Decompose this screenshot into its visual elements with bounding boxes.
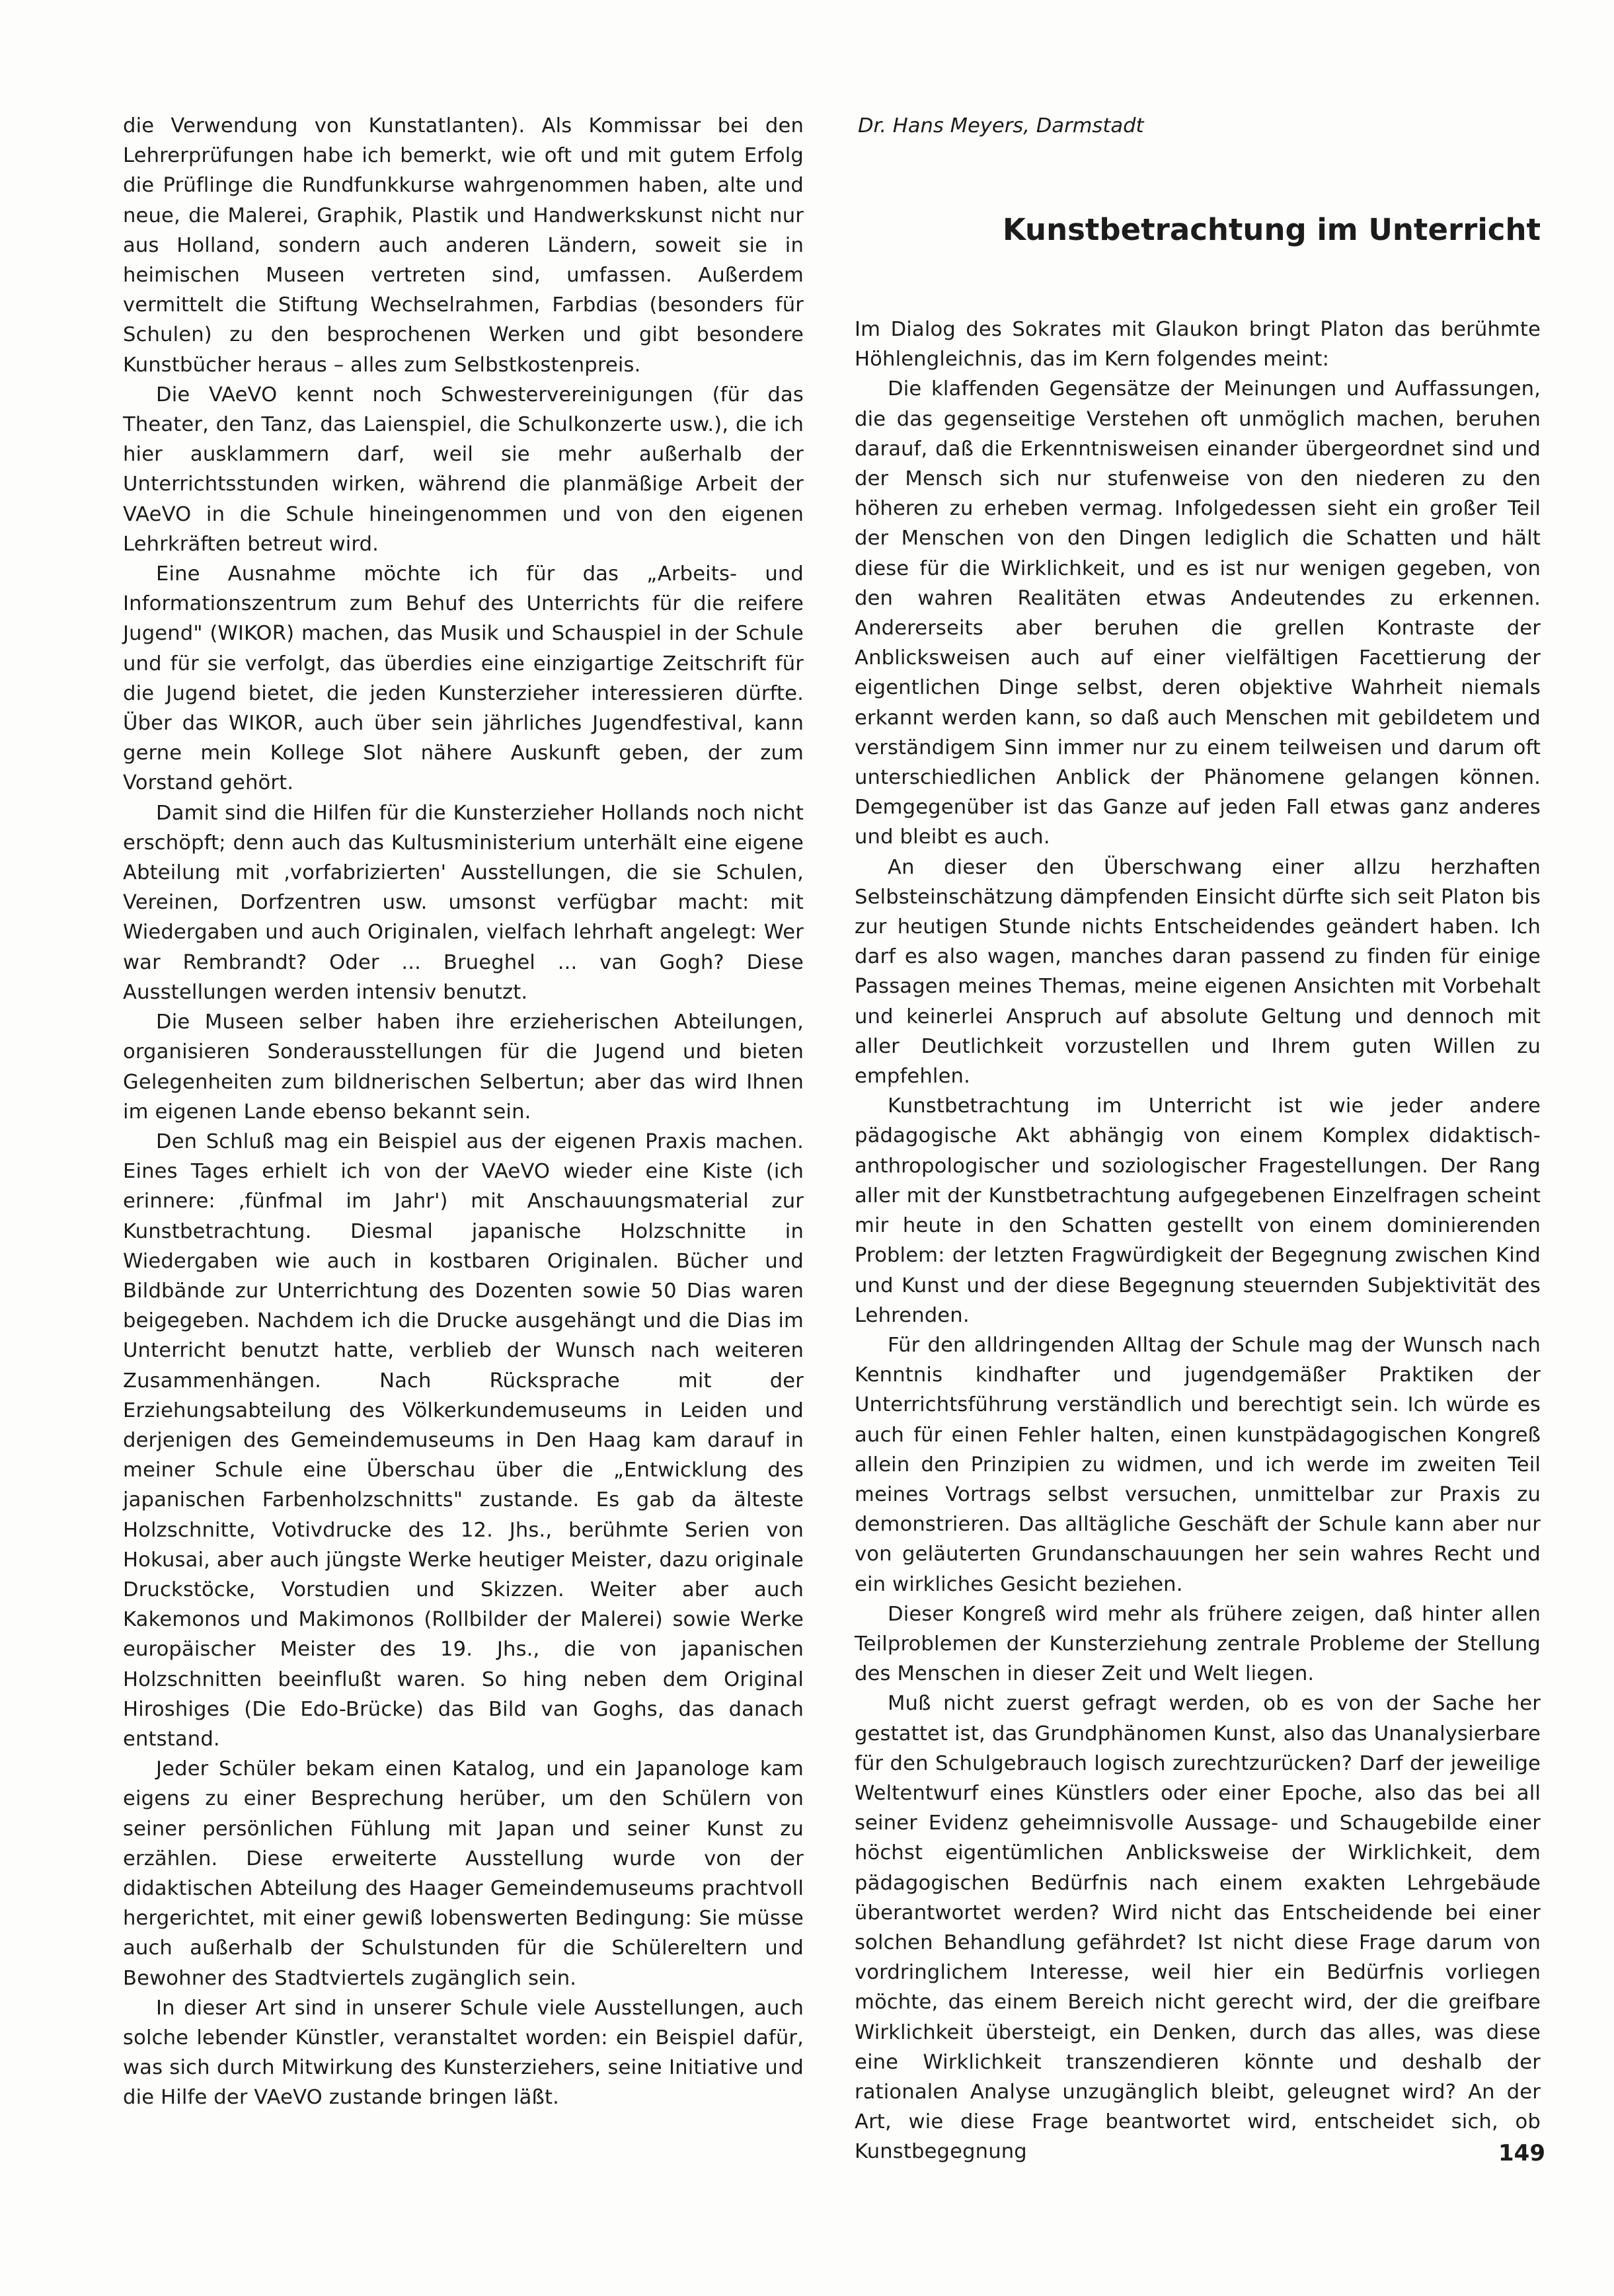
paragraph: Eine Ausnahme möchte ich für das „Arbeits- und Informationszentrum zum Behuf des Unterrichts für die reifere Jugend" (WIKOR) machen, das Musik und Schauspiel in der Schule und für sie verfolgt, das überdies eine einzigartige Zeitschrift für die Jugend bietet, die jeden Kunsterzieher interessieren dürfte. Über das WIKOR, auch über sein jährliches Jugendfestival, kann gerne mein Kollege Slot nähere Auskunft geben, der zum Vorstand gehört. [123, 562, 804, 795]
paragraph: Für den alldringenden Alltag der Schule mag der Wunsch nach Kenntnis kindhafter und jugendgemäßer Praktiken der Unterrichtsführung verständlich und berechtigt sein. Ich würde es auch für einen Fehler halten, einen kunstpädagogischen Kongreß allein den Prinzipien zu widmen, und ich werde im zweiten Teil meines Vortrags selbst versuchen, unmittelbar zur Praxis zu demonstrieren. Das alltägliche Geschäft der Schule kann aber nur von geläuterten Grundanschauungen her sein wahres Recht und ein wirkliches Gesicht beziehen. [855, 1333, 1541, 1596]
paragraph: Die klaffenden Gegensätze der Meinungen und Auffassungen, die das gegenseitige Verstehen oft unmöglich machen, beruhen darauf, daß die Erkenntnisweisen einander übergeordnet sind und der Mensch sich nur stufenweise von den niederen zu den höheren zu erheben vermag. Infolgedessen sieht ein großer Teil der Menschen von den Dingen lediglich die Schatten und hält diese für die Wirklichkeit, und es ist nur wenigen gegeben, von den wahren Realitäten etwas Andeutendes zu erkennen. Andererseits aber beruhen die grellen Kontraste der Anblicksweisen auch auf einer vielfältigen Facettierung der eigentlichen Dinge selbst, deren objektive Wahrheit niemals erkannt werden kann, so daß auch Menschen mit gebildetem und verständigem Sinn immer nur zu einem teilweisen und darum oft unterschiedlichen Anblick der Phänomene gelangen können. Demgegenüber ist das Ganze auf jeden Fall etwas ganz anderes und bleibt es auch. [855, 377, 1541, 849]
paragraph: Im Dialog des Sokrates mit Glaukon bringt Platon das berühmte Höhlengleichnis, das im Kern folgendes meint: [855, 318, 1541, 371]
paragraph: Dieser Kongreß wird mehr als frühere zeigen, daß hinter allen Teilproblemen der Kunsterziehung zentrale Probleme der Stellung des Menschen in dieser Zeit und Welt liegen. [855, 1602, 1541, 1686]
paragraph: Den Schluß mag ein Beispiel aus der eigenen Praxis machen. Eines Tages erhielt ich von der VAeVO wieder eine Kiste (ich erinnere: ‚fünfmal im Jahr') mit Anschauungsmaterial zur Kunstbetrachtung. Diesmal japanische Holzschnitte in Wiedergaben wie auch in kostbaren Originalen. Bücher und Bildbände zur Unterrichtung des Dozenten sowie 50 Dias waren beigegeben. Nachdem ich die Drucke ausgehängt und die Dias im Unterricht benutzt hatte, verblieb der Wunsch nach weiteren Zusammenhängen. Nach Rücksprache mit der Erziehungsabteilung des Völkerkundemuseums in Leiden und derjenigen des Gemeindemuseums in Den Haag kam darauf in meiner Schule eine Überschau über die „Entwicklung des japanischen Farbenholzschnitts" zustande. Es gab da älteste Holzschnitte, Votivdrucke des 12. Jhs., berühmte Serien von Hokusai, aber auch jüngste Werke heutiger Meister, dazu originale Druckstöcke, Vorstudien und Skizzen. Weiter aber auch Kakemonos und Makimonos (Rollbilder der Malerei) sowie Werke europäischer Meister des 19. Jhs., die von japanischen Holzschnitten beeinflußt waren. So hing neben dem Original Hiroshiges (Die Edo-Brücke) das Bild van Goghs, das danach entstand. [123, 1129, 804, 1751]
paragraph: Jeder Schüler bekam einen Katalog, und ein Japanologe kam eigens zu einer Besprechung herüber, um den Schülern von seiner persönlichen Fühlung mit Japan und seiner Kunst zu erzählen. Diese erweiterte Ausstellung wurde von der didaktischen Abteilung des Haager Gemeindemuseums prachtvoll hergerichtet, mit einer gewiß lobenswerten Bedingung: Sie müsse auch außerhalb der Schulstunden für die Schülereltern und Bewohner des Stadtviertels zugänglich sein. [123, 1757, 804, 1990]
article-title: Kunstbetrachtung im Unterricht [1002, 212, 1541, 247]
page-number: 149 [1498, 2140, 1545, 2166]
article-author: Dr. Hans Meyers, Darmstadt [858, 114, 1144, 137]
paragraph: In dieser Art sind in unserer Schule viele Ausstellungen, auch solche lebender Künstler, veranstaltet worden: ein Beispiel dafür, was sich durch Mitwirkung des Kunsterziehers, seine Initiative und die Hilfe der VAeVO zustande bringen läßt. [123, 1996, 804, 2110]
right-column [855, 315, 1541, 2167]
left-column [123, 111, 804, 2113]
paragraph: Die VAeVO kennt noch Schwestervereinigungen (für das Theater, den Tanz, das Laienspiel, die Schulkonzerte usw.), die ich hier ausklammern darf, weil sie mehr außerhalb der Unterrichtsstunden wirken, während die planmäßige Arbeit der VAeVO in die Schule hineingenommen und von den eigenen Lehrkräften betreut wird. [123, 383, 804, 556]
paragraph: An dieser den Überschwang einer allzu herzhaften Selbsteinschätzung dämpfenden Einsicht dürfte sich seit Platon bis zur heutigen Stunde nichts Entscheidendes geändert haben. Ich darf es also wagen, manches daran passend zu finden für einige Passagen meines Themas, meine eigenen Ansichten mit Vorbehalt und keinerlei Anspruch auf absolute Geltung und dennoch mit aller Deutlichkeit vorzustellen und Ihrem guten Willen zu empfehlen. [855, 855, 1541, 1089]
paragraph: die Verwendung von Kunstatlanten). Als Kommissar bei den Lehrerprüfungen habe ich bemerkt, wie oft und mit gutem Erfolg die Prüflinge die Rundfunkkurse wahrgenommen haben, alte und neue, die Malerei, Graphik, Plastik und Handwerkskunst nicht nur aus Holland, sondern auch anderen Ländern, soweit sie in heimischen Museen vertreten sind, umfassen. Außerdem vermittelt die Stiftung Wechselrahmen, Farbdias (besonders für Schulen) zu den besprochenen Werken und gibt besondere Kunstbücher heraus – alles zum Selbstkostenpreis. [123, 114, 804, 377]
paragraph: Die Museen selber haben ihre erzieherischen Abteilungen, organisieren Sonderausstellungen für die Jugend und bieten Gelegenheiten zum bildnerischen Selbertun; aber das wird Ihnen im eigenen Lande ebenso bekannt sein. [123, 1011, 804, 1124]
paragraph: Muß nicht zuerst gefragt werden, ob es von der Sache her gestattet ist, das Grundphänomen Kunst, also das Unanalysierbare für den Schulgebrauch logisch zurechtzurücken? Darf der jeweilige Weltentwurf eines Künstlers oder einer Epoche, also das bei all seiner Evidenz geheimnisvolle Aussage- und Schaugebilde einer höchst eigentümlichen Anblicksweise der Wirklichkeit, dem pädagogischen Bedürfnis nach einem exakten Lehrgebäude überantwortet werden? Wird nicht das Entscheidende bei einer solchen Behandlung gefährdet? Ist nicht diese Frage darum von vordringlichem Interesse, weil hier ein Bedürfnis vorliegen möchte, das einem Bereich nicht gerecht wird, der die greifbare Wirklichkeit übersteigt, ein Denken, durch das alles, was diese eine Wirklichkeit transzendieren könnte und deshalb der rationalen Analyse unzugänglich bleibt, geleugnet wird? An der Art, wie diese Frage beantwortet wird, entscheidet sich, ob Kunstbegegnung [855, 1692, 1541, 2164]
paragraph: Kunstbetrachtung im Unterricht ist wie jeder andere pädagogische Akt abhängig von einem Komplex didaktisch-anthropologischer und soziologischer Fragestellungen. Der Rang aller mit der Kunstbetrachtung aufgegebenen Einzelfragen scheint mir heute in den Schatten gestellt von einem dominierenden Problem: der letzten Fragwürdigkeit der Begegnung zwischen Kind und Kunst und der diese Begegnung steuernden Subjektivität des Lehrenden. [855, 1094, 1541, 1327]
paragraph: Damit sind die Hilfen für die Kunsterzieher Hollands noch nicht erschöpft; denn auch das Kultusministerium unterhält eine eigene Abteilung mit ‚vorfabrizierten' Ausstellungen, die sie Schulen, Vereinen, Dorfzentren usw. umsonst verfügbar macht: mit Wiedergaben und auch Originalen, vielfach lehrhaft angelegt: Wer war Rembrandt? Oder ... Brueghel ... van Gogh? Diese Ausstellungen werden intensiv benutzt. [123, 801, 804, 1004]
